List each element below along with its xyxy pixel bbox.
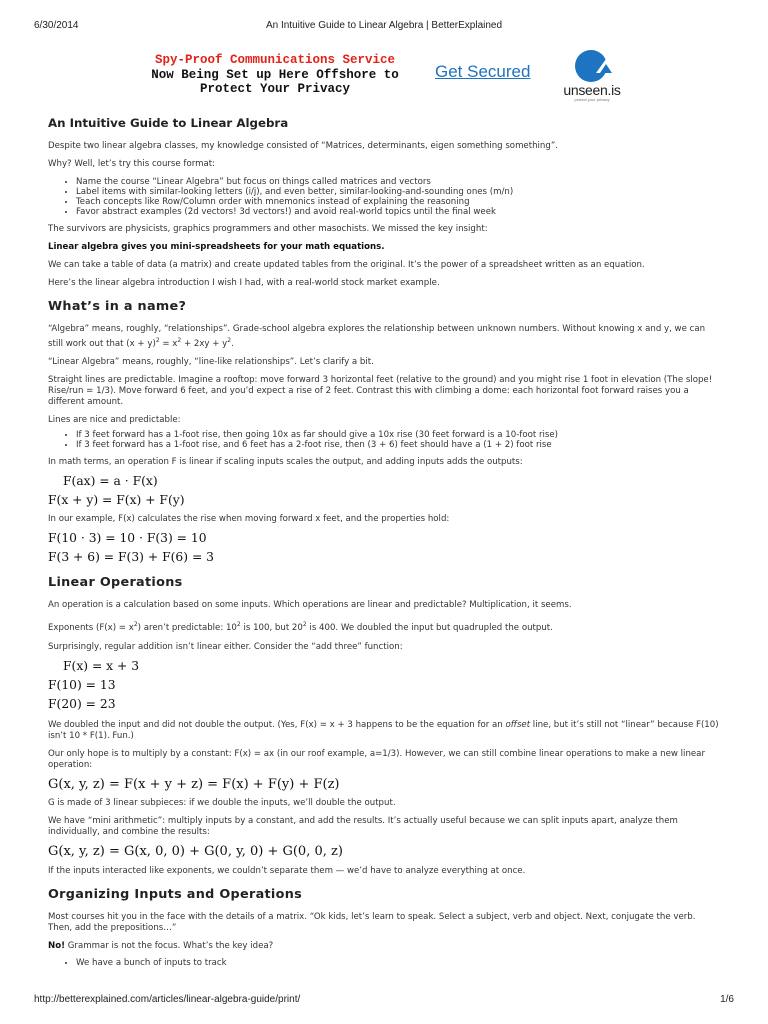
why-paragraph: Why? Well, let’s try this course format: [48, 159, 215, 169]
doubled-paragraph: We doubled the input and did not double the output. (Yes, F(x) = x + 3 happens to be the equation for an offset line, but it’s still not “linear” because F(10) isn’t 10 * F(1). Fun.) [48, 719, 719, 741]
list-item: • Favor abstract examples (2d vectors! 3d vectors!) and avoid real-world topics until the final week [76, 207, 720, 217]
equation: F(x) = x + 3 [63, 658, 140, 673]
survivors-paragraph: The survivors are physicists, graphics programmers and other masochists. We missed the key insight: [48, 224, 488, 234]
only-hope-paragraph: Our only hope is to multiply by a constant: F(x) = ax (in our roof example, a=1/3). However, we can still combine linear operations to make a new linear operation: [48, 748, 705, 770]
print-date: 6/30/2014 [34, 20, 79, 31]
equation: G(x, y, z) = F(x + y + z) = F(x) + F(y) + F(z) [48, 776, 340, 792]
ad-text[interactable] [140, 53, 410, 97]
operation-paragraph: An operation is a calculation based on some inputs. Which operations are linear and predictable? Multiplication, it seems. [48, 599, 572, 610]
article-title: An Intuitive Guide to Linear Algebra [48, 116, 289, 130]
unseen-logo[interactable] [560, 50, 620, 102]
key-insight-text: Linear algebra gives you mini-spreadsheets for your math equations. [48, 242, 385, 252]
table-of-data-paragraph: We can take a table of data (a matrix) and create updated tables from the original. It’s the power of a spreadsheet written as an equation. [48, 260, 645, 270]
equation: F(ax) = a · F(x) [63, 473, 158, 488]
straight-lines-paragraph: Straight lines are predictable. Imagine a rooftop: move forward 3 horizontal feet (relative to the ground) and you might rise 1 foot in elevation (The slope! Rise/run = 1/3). Move forward 6 feet, and you’d expect a rise of 2 feet. Contrast this with climbing a dome: each horizontal foot forward raises you a different amount. [48, 374, 713, 407]
grammar-paragraph: No! Grammar is not the focus. What’s the key idea? [48, 940, 274, 951]
list-item: • Label items with similar-looking letters (i/j), and even better, similar-looking-and-sounding ones (m/n) [76, 187, 720, 197]
lines-predictable: Lines are nice and predictable: [48, 414, 181, 425]
page-number: 1/6 [720, 994, 734, 1005]
course-format-list [48, 177, 720, 217]
advertisement-banner[interactable] [140, 48, 630, 104]
predictable-list [48, 430, 720, 450]
example-paragraph: In our example, F(x) calculates the rise when moving forward x feet, and the properties hold: [48, 513, 450, 524]
list-item: • If 3 feet forward has a 1-foot rise, and 6 feet has a 2-foot rise, then (3 + 6) feet should have a (1 + 2) foot rise [76, 440, 720, 450]
logo-tagline: protect your privacy [574, 97, 610, 102]
algebra-paragraph: “Algebra” means, roughly, “relationships”. Grade-school algebra explores the relationship between unknown numbers. Without knowing x and y, we can still work out that $(x + y)^2 = x^2 + 2xy + y^2$. [48, 324, 706, 349]
list-item: • If 3 feet forward has a 1-foot rise, then going 10x as far should give a 10x rise (30 feet forward is a 10-foot rise) [76, 430, 720, 440]
ad-headline[interactable]: Spy-Proof Communications Service [154, 53, 396, 67]
equation: F(10 · 3) = 10 · F(3) = 10 [48, 530, 207, 545]
subpieces-paragraph: G is made of 3 linear subpieces: if we double the inputs, we’ll double the output. [48, 797, 396, 808]
linear-algebra-meaning: “Linear Algebra” means, roughly, “line-like relationships”. Let’s clarify a bit. [48, 356, 374, 367]
addition-paragraph: Surprisingly, regular addition isn’t linear either. Consider the “add three” function: [48, 641, 403, 652]
mountain-logo-icon [575, 50, 607, 82]
print-url: http://betterexplained.com/articles/linear-algebra-guide/print/ [34, 994, 301, 1005]
math-terms-paragraph: In math terms, an operation F is linear if scaling inputs scales the output, and adding inputs adds the outputs: [48, 456, 523, 467]
get-secured-link[interactable]: Get Secured [435, 62, 531, 81]
list-item: • Teach concepts like Row/Column order with mnemonics instead of explaining the reasoning [76, 197, 720, 207]
equation: G(x, y, z) = G(x, 0, 0) + G(0, y, 0) + G(0, 0, z) [48, 843, 343, 859]
heading-linear-operations: Linear Operations [48, 574, 183, 590]
inputs-list [48, 958, 720, 968]
equation: F(20) = 23 [48, 696, 116, 711]
interacted-paragraph: If the inputs interacted like exponents, we couldn’t separate them — we’d have to analyze everything at once. [48, 865, 526, 876]
ad-line-2[interactable]: Now Being Set up Here Offshore to [151, 67, 399, 82]
list-item: • Name the course “Linear Algebra” but focus on things called matrices and vectors [76, 177, 720, 187]
equation: F(3 + 6) = F(3) + F(6) = 3 [48, 549, 214, 564]
ad-line-3[interactable]: Protect Your Privacy [199, 82, 351, 96]
list-item: • We have a bunch of inputs to track [76, 958, 720, 968]
article-content [48, 118, 720, 968]
mini-arithmetic-paragraph: We have “mini arithmetic”: multiply inputs by a constant, and add the results. It’s actually useful because we can split inputs apart, analyze them individually, and combine the results: [48, 815, 678, 837]
logo-brand-name: unseen.is [563, 82, 621, 98]
print-header [34, 20, 734, 34]
key-insight [48, 242, 720, 253]
exponents-paragraph: Exponents $(F(x) = x^2)$ aren’t predictable: $10^2$ is 100, but $20^2$ is 400. We doubled the input but quadrupled the output. [48, 620, 553, 633]
print-page-title: An Intuitive Guide to Linear Algebra | BetterExplained [265, 20, 503, 31]
most-courses-paragraph: Most courses hit you in the face with the details of a matrix. “Ok kids, let’s learn to speak. Select a subject, verb and object. Next, conjugate the verb. Then, add the prepositions…” [48, 911, 696, 933]
intro-paragraph: Despite two linear algebra classes, my knowledge consisted of “Matrices, determinants, eigen something something”. [48, 141, 559, 151]
heading-whats-in-a-name: What’s in a name? [48, 299, 187, 314]
intro-wish-paragraph: Here’s the linear algebra introduction I wish I had, with a real-world stock market example. [48, 278, 440, 288]
equation: F(x + y) = F(x) + F(y) [48, 492, 185, 507]
print-footer [34, 994, 734, 1008]
heading-organizing: Organizing Inputs and Operations [48, 886, 303, 902]
equation: F(10) = 13 [48, 677, 116, 692]
